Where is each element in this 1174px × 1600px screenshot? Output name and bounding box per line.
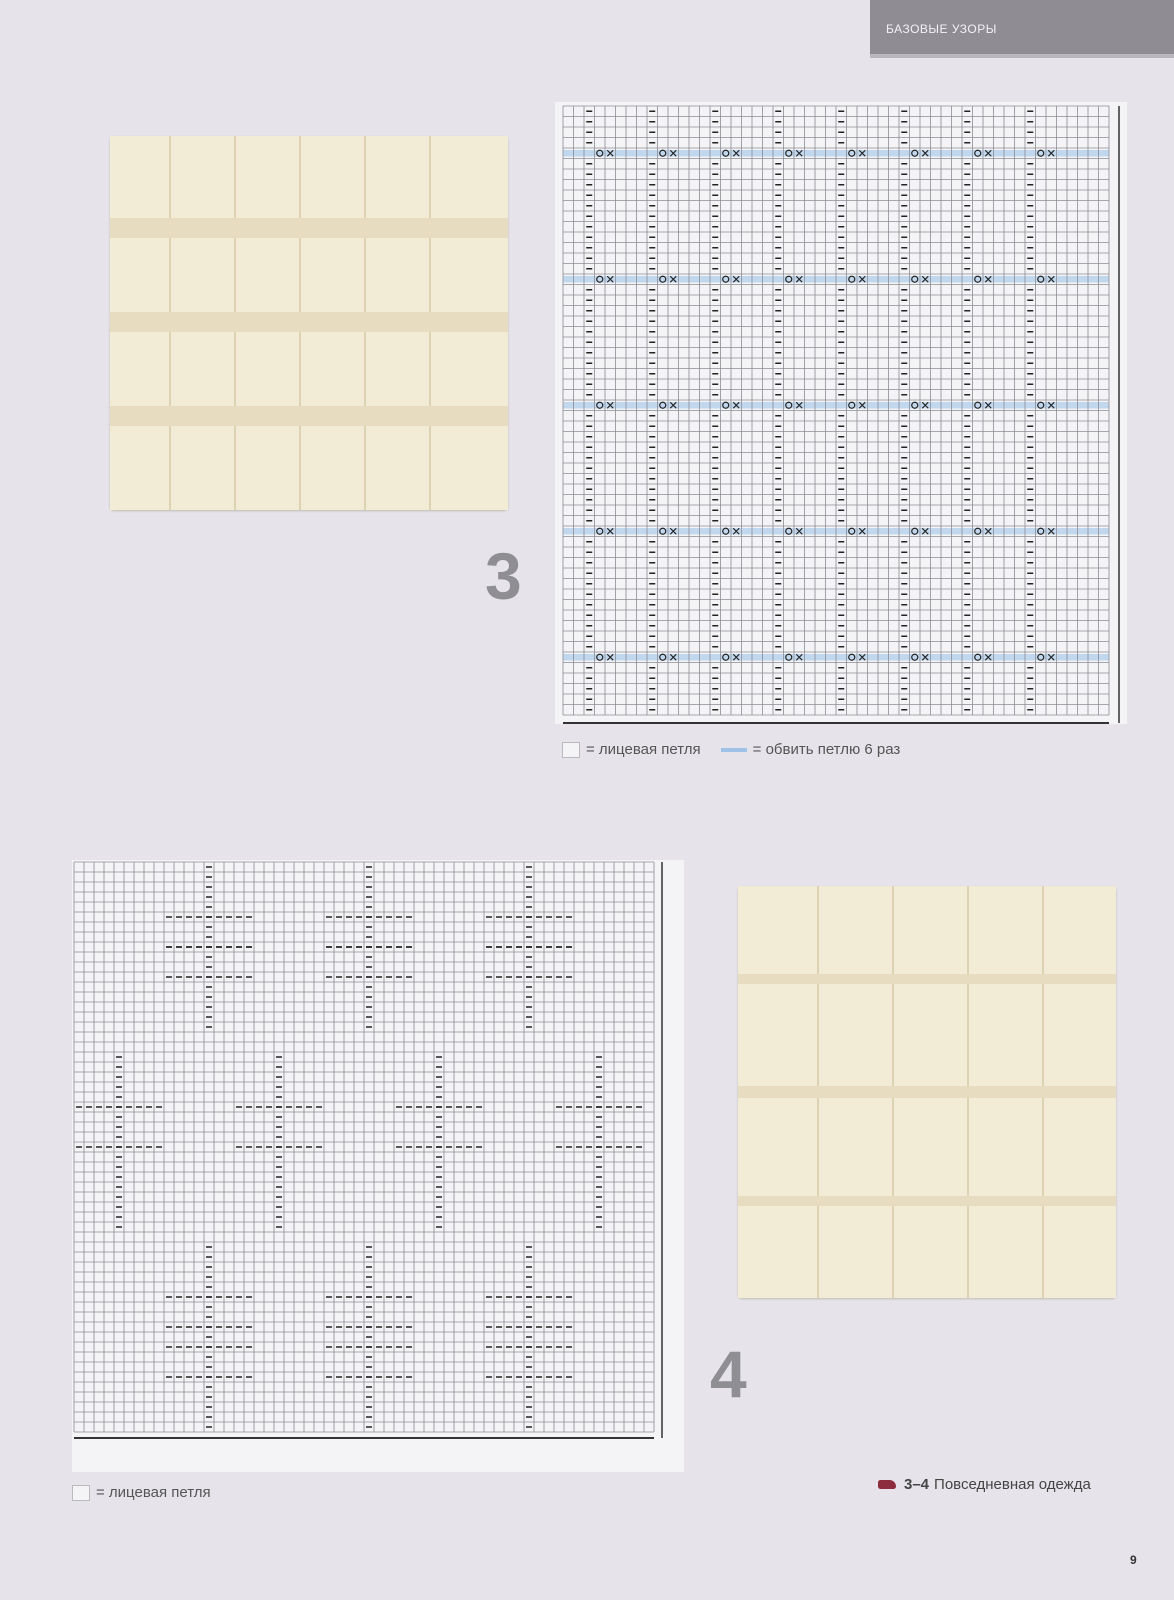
footer-caption xyxy=(878,1476,1091,1493)
pattern-4-number: 4 xyxy=(710,1337,747,1411)
legend-wrap-label: = обвить петлю 6 раз xyxy=(752,741,901,758)
pattern-4-swatch-photo xyxy=(738,886,1116,1298)
caption-marker-icon xyxy=(878,1480,896,1489)
pattern-3-number: 3 xyxy=(485,539,522,613)
page-number: 9 xyxy=(1130,1553,1137,1567)
pattern-4-chart xyxy=(72,860,684,1472)
pattern-3-legend xyxy=(562,741,900,758)
pattern-3-swatch-photo xyxy=(110,136,508,510)
wrap-stitch-symbol xyxy=(721,748,747,752)
knit-stitch-symbol xyxy=(72,1485,90,1501)
caption-text: Повседневная одежда xyxy=(934,1476,1091,1493)
legend-knit-label: = лицевая петля xyxy=(586,741,701,758)
header-accent-bar xyxy=(870,54,1174,58)
legend-knit-label: = лицевая петля xyxy=(96,1484,211,1501)
section-header-tab xyxy=(870,0,1174,58)
chart-grid xyxy=(563,106,1109,715)
knit-stitch-symbol xyxy=(562,742,580,758)
pattern-3-chart xyxy=(555,102,1127,724)
section-title: БАЗОВЫЕ УЗОРЫ xyxy=(886,22,997,36)
pattern-4-legend xyxy=(72,1484,211,1501)
caption-number: 3–4 xyxy=(904,1476,930,1493)
